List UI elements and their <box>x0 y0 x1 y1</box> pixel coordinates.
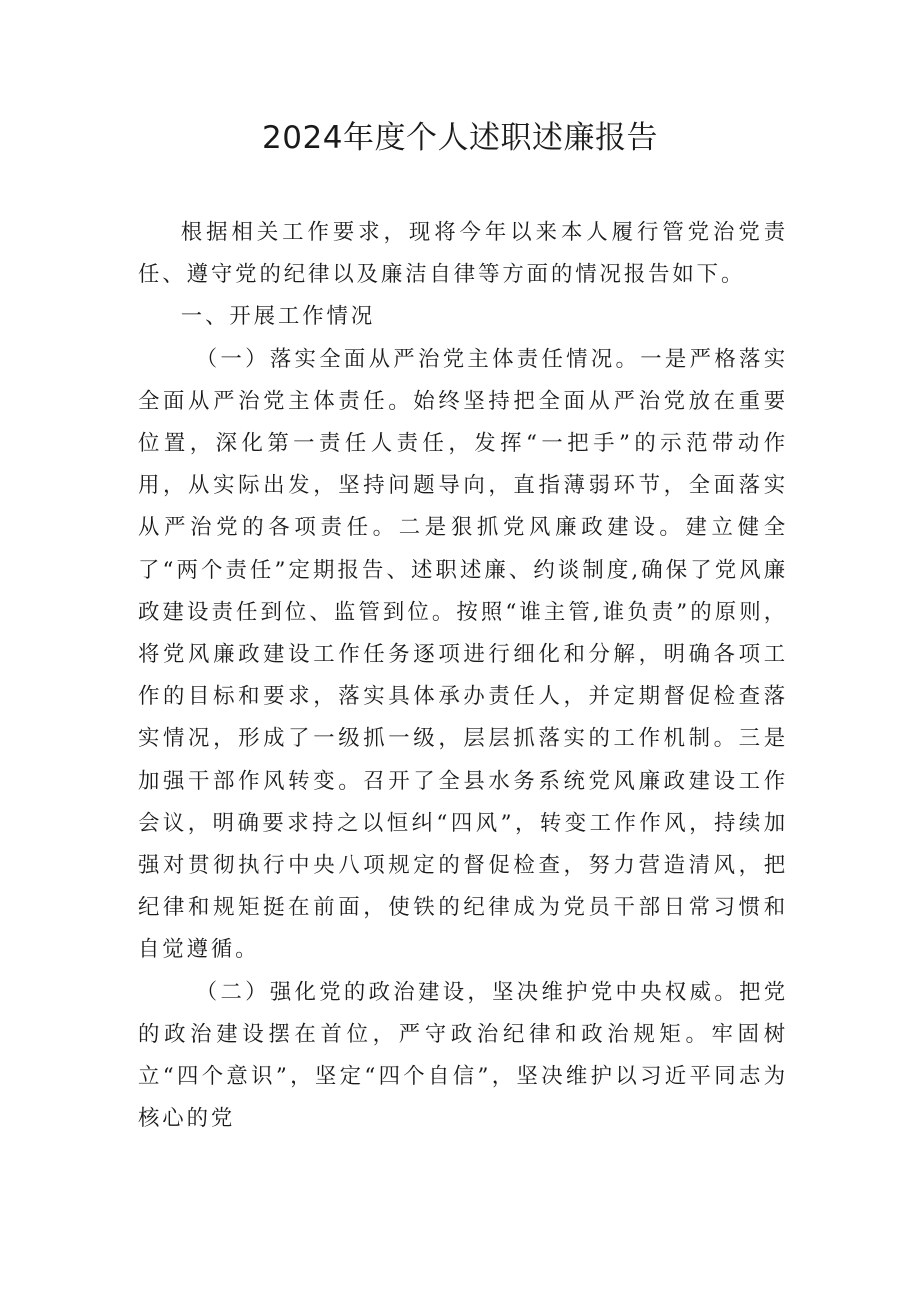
document-body <box>138 212 788 1140</box>
document-title: 2024年度个人述职述廉报告 <box>262 120 658 156</box>
subsection-paragraph-1: （一）落实全面从严治党主体责任情况。一是严格落实全面从严治党主体责任。始终坚持把全面从严治党放在重要位置，深化第一责任人责任，发挥“一把手”的示范带动作用，从实际出发，坚持问题导向，直指薄弱环节，全面落实从严治党的各项责任。二是狠抓党风廉政建设。建立健全了“两个责任”定期报告、述职述廉、约谈制度,确保了党风廉政建设责任到位、监管到位。按照“谁主管,谁负责”的原则，将党风廉政建设工作任务逐项进行细化和分解，明确各项工作的目标和要求，落实具体承办责任人，并定期督促检查落实情况，形成了一级抓一级，层层抓落实的工作机制。三是加强干部作风转变。召开了全县水务系统党风廉政建设工作会议，明确要求持之以恒纠“四风”，转变工作作风，持续加强对贯彻执行中央八项规定的督促检查，努力营造清风，把纪律和规矩挺在前面，使铁的纪律成为党员干部日常习惯和自觉遵循。 <box>138 346 788 963</box>
section-heading: 一、开展工作情况 <box>180 304 376 330</box>
intro-paragraph: 根据相关工作要求，现将今年以来本人履行管党治党责任、遵守党的纪律以及廉洁自律等方面的情况报告如下。 <box>138 220 788 288</box>
subsection-paragraph-2: （二）强化党的政治建设，坚决维护党中央权威。把党的政治建设摆在首位，严守政治纪律和政治规矩。牢固树立“四个意识”，坚定“四个自信”，坚决维护以习近平同志为核心的党 <box>138 979 788 1132</box>
